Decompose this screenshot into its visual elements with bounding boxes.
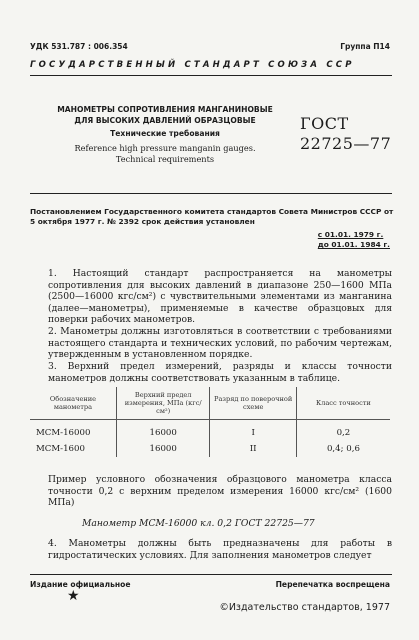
specs-table [30, 387, 390, 457]
table-cell: 0,4; 0,6 [296, 441, 390, 457]
paragraph-3 [30, 361, 392, 384]
title-rule [30, 193, 392, 194]
designation-formula: Манометр МСМ-16000 кл. 0,2 ГОСТ 22725—77 [82, 518, 315, 529]
english-title-line-1: Reference high pressure manganin gauges. [74, 143, 256, 153]
paragraph-3-text: 3. Верхний предел измерений, разряды и классы точности манометров должны соответствовать указанным в таблице. [48, 361, 392, 384]
document-title [50, 104, 280, 126]
validity-dates [318, 230, 390, 250]
header-rule [30, 75, 392, 76]
english-title [50, 143, 280, 165]
table-header: Обозначение манометра [30, 387, 116, 420]
valid-from: с 01.01. 1979 г. [317, 230, 384, 239]
table-cell: I [210, 420, 296, 442]
publisher-copyright: ©Издательство стандартов, 1977 [219, 602, 390, 613]
table-header-row [30, 387, 390, 420]
table-row [30, 441, 390, 457]
reprint-notice: Перепечатка воспрещена [275, 580, 390, 589]
paragraph-4 [30, 538, 392, 561]
table-cell: МСМ-16000 [36, 428, 91, 438]
star-icon: ★ [67, 588, 80, 604]
valid-to: до 01.01. 1984 г. [317, 240, 390, 249]
table-header: Класс точности [296, 387, 390, 420]
example-paragraph [30, 474, 392, 509]
state-standard-heading: ГОСУДАРСТВЕННЫЙ СТАНДАРТ СОЮЗА ССР [30, 60, 355, 70]
title-line-2: ДЛЯ ВЫСОКИХ ДАВЛЕНИЙ ОБРАЗЦОВЫЕ [74, 116, 256, 125]
table-cell: 0,2 [296, 420, 390, 442]
table-cell: 16000 [116, 441, 210, 457]
udk-code: УДК 531.787 : 006.354 [30, 42, 128, 51]
decree-text: Постановлением Государственного комитета стандартов Совета Министров СССР от 5 октября 1977 г. № 2392 срок действия установлен [30, 207, 394, 226]
document-subtitle: Технические требования [110, 129, 220, 138]
paragraph-1 [30, 268, 392, 326]
paragraph-4-text: 4. Манометры должны быть предназначены для работы в гидростатических условиях. Для заполнения манометров следует [48, 538, 392, 561]
table-cell: МСМ-1600 [36, 444, 85, 454]
official-edition-label: Издание официальное [30, 580, 131, 589]
table-cell: II [210, 441, 296, 457]
paragraph-2 [30, 326, 392, 361]
table-header: Разряд по поверочной схеме [210, 387, 296, 420]
title-line-1: МАНОМЕТРЫ СОПРОТИВЛЕНИЯ МАНГАНИНОВЫЕ [57, 105, 273, 114]
paragraph-2-text: 2. Манометры должны изготовляться в соответствии с требованиями настоящего стандарта и технических условий, по рабочим чертежам, утвержденным в установленном порядке. [48, 326, 392, 361]
footer-rule [30, 574, 392, 575]
table-cell: 16000 [116, 420, 210, 442]
gost-number: 22725—77 [300, 134, 392, 153]
group-code: Группа П14 [340, 42, 390, 51]
example-text: Пример условного обозначения образцового манометра класса точности 0,2 с верхним пределом измерения 16000 кгс/см² (1600 МПа) [48, 474, 392, 509]
gost-label: ГОСТ [300, 114, 349, 133]
english-title-line-2: Technical requirements [115, 154, 215, 164]
table-row [30, 420, 390, 442]
table-header: Верхний предел измерения, МПа (кгс/см²) [116, 387, 210, 420]
paragraph-1-text: 1. Настоящий стандарт распространяется на манометры сопротивления для высоких давлений в диапазоне 250—1600 МПа (2500—16000 кгс/см²) с чувствительными элементами из манганина (далее—манометры), применяемые в качестве образцовых для поверки рабочих манометров. [48, 268, 392, 326]
